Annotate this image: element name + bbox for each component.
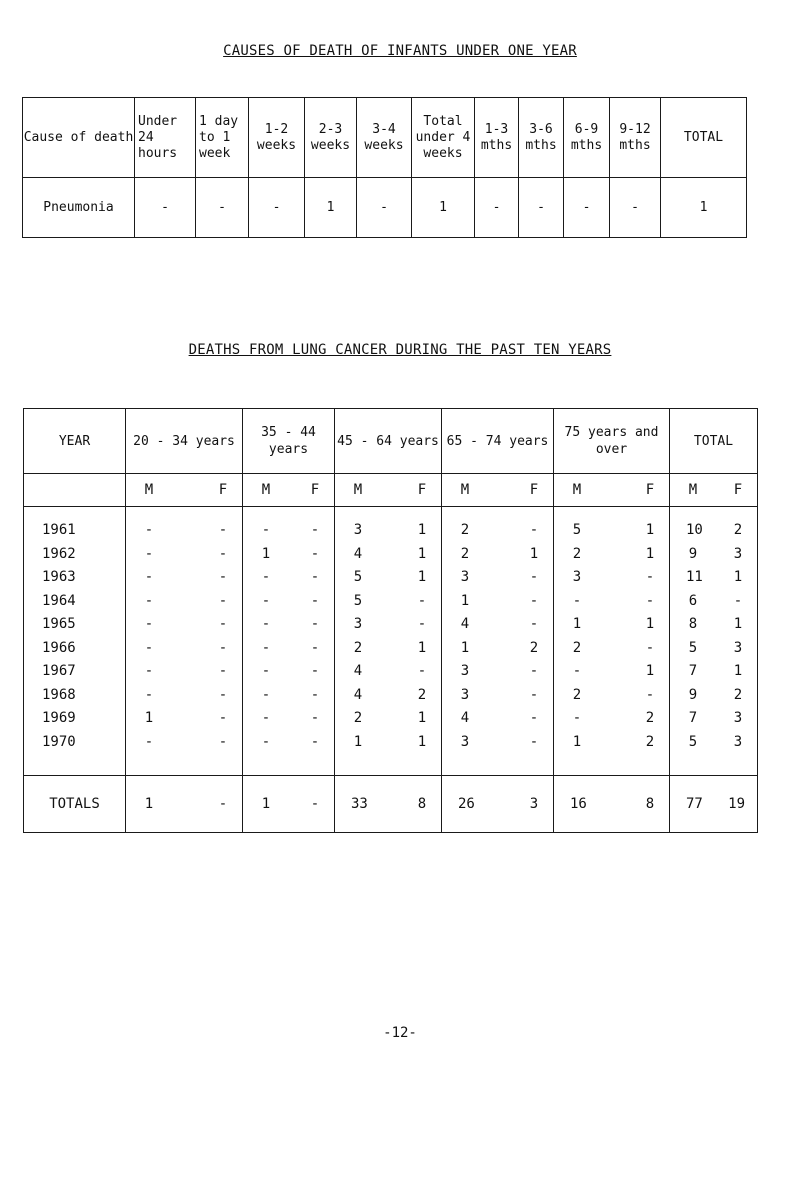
- male-count: 3: [460, 686, 470, 703]
- female-count: 1: [645, 522, 655, 538]
- year-label: 1961: [42, 522, 76, 538]
- female-count: -: [310, 545, 320, 562]
- totals-label: TOTALS: [24, 776, 126, 833]
- female-count: 1: [645, 616, 655, 632]
- table-cell: 1: [305, 178, 357, 238]
- f-label: F: [645, 482, 655, 498]
- table-cell: 1: [661, 178, 747, 238]
- table-row: [670, 707, 757, 731]
- female-count: -: [417, 616, 427, 632]
- header-2-3-weeks: 2-3 weeks: [305, 98, 357, 178]
- female-count: -: [218, 545, 228, 562]
- total-f: 19: [728, 796, 745, 812]
- sex-header: [554, 474, 670, 507]
- male-count: 1: [261, 545, 271, 562]
- infant-deaths-table: [22, 97, 747, 238]
- header-total: TOTAL: [661, 98, 747, 178]
- age-group-column: [243, 507, 335, 776]
- total-f: 3: [529, 796, 539, 812]
- female-count: -: [218, 710, 228, 726]
- table-row: [442, 731, 553, 755]
- totals-cell: [442, 776, 554, 833]
- total-header: TOTAL: [670, 409, 758, 474]
- female-count: 1: [733, 569, 743, 585]
- male-count: 5: [353, 592, 363, 609]
- table-row: [554, 519, 669, 543]
- male-count: 2: [460, 522, 470, 538]
- female-count: -: [529, 592, 539, 609]
- header-6-9-mths: 6-9 mths: [564, 98, 610, 178]
- male-count: 5: [572, 522, 582, 538]
- female-count: -: [218, 522, 228, 538]
- male-count: -: [144, 569, 154, 585]
- male-count: 4: [460, 616, 470, 632]
- m-label: M: [572, 482, 582, 498]
- year-label: 1964: [42, 592, 76, 609]
- m-label: M: [261, 482, 271, 498]
- sex-header: [335, 474, 442, 507]
- male-count: 2: [353, 710, 363, 726]
- table-row: [243, 707, 334, 731]
- female-count: 2: [733, 686, 743, 703]
- male-count: 4: [353, 686, 363, 703]
- header-1-day-to-1-week: 1 day to 1 week: [196, 98, 249, 178]
- male-count: 3: [460, 663, 470, 679]
- table-row: [554, 660, 669, 684]
- sex-header: [243, 474, 335, 507]
- table-row: [670, 731, 757, 755]
- female-count: -: [529, 686, 539, 703]
- table-row: [243, 590, 334, 614]
- total-m: 16: [570, 796, 587, 812]
- table-row: [442, 684, 553, 708]
- table-row: [126, 637, 242, 661]
- table-row: [670, 566, 757, 590]
- age-group-column: [335, 507, 442, 776]
- female-count: -: [310, 616, 320, 632]
- sex-header: [442, 474, 554, 507]
- female-count: 1: [417, 710, 427, 726]
- table-row: [335, 519, 441, 543]
- year-label: 1963: [42, 569, 76, 585]
- male-count: -: [144, 522, 154, 538]
- female-count: 1: [417, 522, 427, 538]
- table-cell: -: [249, 178, 305, 238]
- female-count: -: [218, 639, 228, 656]
- female-count: -: [417, 663, 427, 679]
- male-count: -: [144, 733, 154, 750]
- year-label: 1966: [42, 639, 76, 656]
- header-under-24-hours: Under 24 hours: [135, 98, 196, 178]
- table-row: [126, 566, 242, 590]
- male-count: -: [572, 663, 582, 679]
- female-count: -: [645, 569, 655, 585]
- header-9-12-mths: 9-12 mths: [610, 98, 661, 178]
- age-group-column: [442, 507, 554, 776]
- female-count: -: [310, 592, 320, 609]
- table-row: [126, 731, 242, 755]
- table-row: [670, 684, 757, 708]
- header-1-2-weeks: 1-2 weeks: [249, 98, 305, 178]
- m-label: M: [688, 482, 698, 498]
- sex-header-row: [24, 474, 758, 507]
- male-count: 4: [353, 663, 363, 679]
- table-row: [442, 637, 553, 661]
- male-count: 3: [460, 733, 470, 750]
- male-count: 5: [688, 639, 698, 656]
- page-number: -12-: [383, 1025, 417, 1041]
- table-row: [442, 590, 553, 614]
- age-group-header: 35 - 44 years: [243, 409, 335, 474]
- lung-cancer-table: [23, 408, 758, 833]
- table-row: [442, 613, 553, 637]
- totals-cell: [243, 776, 335, 833]
- female-count: 2: [733, 522, 743, 538]
- f-label: F: [529, 482, 539, 498]
- male-count: 1: [353, 733, 363, 750]
- age-group-header: 65 - 74 years: [442, 409, 554, 474]
- table-cell: -: [519, 178, 564, 238]
- year-column: [24, 507, 126, 776]
- year-label: 1962: [42, 545, 76, 562]
- m-label: M: [144, 482, 154, 498]
- table-row: [554, 543, 669, 567]
- female-count: -: [218, 592, 228, 609]
- totals-row: [24, 776, 758, 833]
- female-count: -: [218, 733, 228, 750]
- female-count: 3: [733, 639, 743, 656]
- female-count: -: [310, 686, 320, 703]
- female-count: 2: [645, 710, 655, 726]
- male-count: 3: [353, 616, 363, 632]
- male-count: 1: [460, 639, 470, 656]
- female-count: -: [218, 616, 228, 632]
- female-count: 1: [529, 545, 539, 562]
- male-count: 1: [144, 710, 154, 726]
- female-count: -: [310, 522, 320, 538]
- table-row: [243, 566, 334, 590]
- female-count: 1: [417, 639, 427, 656]
- table-row: [335, 613, 441, 637]
- total-m: 1: [261, 796, 271, 812]
- age-group-header: 45 - 64 years: [335, 409, 442, 474]
- total-m: 77: [686, 796, 703, 812]
- total-m: 1: [144, 796, 154, 812]
- table-row: [243, 684, 334, 708]
- total-m: 33: [351, 796, 368, 812]
- male-count: -: [572, 710, 582, 726]
- female-count: -: [645, 686, 655, 703]
- age-group-column: [554, 507, 670, 776]
- header-3-6-mths: 3-6 mths: [519, 98, 564, 178]
- table-cell: -: [475, 178, 519, 238]
- female-count: 2: [645, 733, 655, 750]
- female-count: 1: [417, 545, 427, 562]
- female-count: 1: [645, 663, 655, 679]
- female-count: -: [310, 663, 320, 679]
- totals-cell: [335, 776, 442, 833]
- total-m: 26: [458, 796, 475, 812]
- female-count: 1: [417, 733, 427, 750]
- female-count: -: [218, 663, 228, 679]
- female-count: 2: [529, 639, 539, 656]
- table-row: [126, 543, 242, 567]
- male-count: -: [261, 710, 271, 726]
- total-f: -: [310, 796, 320, 812]
- table-row: [126, 519, 242, 543]
- female-count: -: [310, 639, 320, 656]
- male-count: -: [261, 569, 271, 585]
- female-count: -: [529, 663, 539, 679]
- table-row: [442, 660, 553, 684]
- total-column: [670, 507, 758, 776]
- female-count: -: [218, 686, 228, 703]
- table-row: [23, 178, 747, 238]
- male-count: 6: [688, 592, 698, 609]
- table-row: [335, 637, 441, 661]
- f-label: F: [218, 482, 228, 498]
- female-count: -: [529, 733, 539, 750]
- female-count: -: [529, 616, 539, 632]
- female-count: -: [529, 710, 539, 726]
- male-count: 2: [572, 686, 582, 703]
- male-count: -: [144, 686, 154, 703]
- f-label: F: [733, 482, 743, 498]
- header-cause: Cause of death: [23, 98, 135, 178]
- table-row: [243, 731, 334, 755]
- male-count: 7: [688, 710, 698, 726]
- table-row: [335, 590, 441, 614]
- female-count: 3: [733, 710, 743, 726]
- table-row: [335, 684, 441, 708]
- table-cell: -: [135, 178, 196, 238]
- male-count: 9: [688, 545, 698, 562]
- male-count: -: [261, 686, 271, 703]
- age-group-header-row: [24, 409, 758, 474]
- f-label: F: [417, 482, 427, 498]
- header-3-4-weeks: 3-4 weeks: [357, 98, 412, 178]
- female-count: -: [529, 522, 539, 538]
- table-row: [243, 660, 334, 684]
- table-row: [670, 613, 757, 637]
- page-title: CAUSES OF DEATH OF INFANTS UNDER ONE YEAR: [223, 43, 577, 59]
- male-count: 5: [353, 569, 363, 585]
- year-subheader-cell: [24, 474, 126, 507]
- male-count: -: [144, 663, 154, 679]
- male-count: -: [261, 616, 271, 632]
- table-cell: -: [196, 178, 249, 238]
- female-count: -: [645, 592, 655, 609]
- female-count: 1: [733, 616, 743, 632]
- male-count: -: [261, 522, 271, 538]
- sex-header: [126, 474, 243, 507]
- table-row: [670, 660, 757, 684]
- table-row: [126, 684, 242, 708]
- year-label: 1965: [42, 616, 76, 632]
- yearly-data-row: [24, 507, 758, 776]
- female-count: 1: [645, 545, 655, 562]
- table-row: [126, 590, 242, 614]
- female-count: -: [218, 569, 228, 585]
- age-group-column: [126, 507, 243, 776]
- male-count: 2: [572, 639, 582, 656]
- male-count: 7: [688, 663, 698, 679]
- female-count: 2: [417, 686, 427, 703]
- male-count: 2: [460, 545, 470, 562]
- male-count: -: [261, 663, 271, 679]
- table-row: [554, 637, 669, 661]
- male-count: -: [144, 616, 154, 632]
- sex-header: [670, 474, 758, 507]
- m-label: M: [353, 482, 363, 498]
- table-row: [243, 519, 334, 543]
- male-count: 1: [572, 616, 582, 632]
- year-label: 1970: [42, 733, 76, 750]
- table-row: [335, 731, 441, 755]
- table-row: [126, 707, 242, 731]
- table-row: [554, 613, 669, 637]
- table-row: [554, 590, 669, 614]
- male-count: -: [144, 639, 154, 656]
- table-row: [554, 707, 669, 731]
- male-count: 3: [353, 522, 363, 538]
- female-count: 1: [733, 663, 743, 679]
- lung-table-title: DEATHS FROM LUNG CANCER DURING THE PAST TEN YEARS: [188, 342, 612, 358]
- female-count: 3: [733, 545, 743, 562]
- table-cell: -: [564, 178, 610, 238]
- table-cell: -: [610, 178, 661, 238]
- male-count: 10: [686, 522, 703, 538]
- table-row: [126, 613, 242, 637]
- male-count: 3: [572, 569, 582, 585]
- age-group-header: 75 years and over: [554, 409, 670, 474]
- totals-cell: [670, 776, 758, 833]
- table-row: [442, 519, 553, 543]
- table-row: [670, 543, 757, 567]
- male-count: 4: [460, 710, 470, 726]
- total-f: 8: [417, 796, 427, 812]
- header-total-under-4-weeks: Total under 4 weeks: [412, 98, 475, 178]
- table-row: [670, 590, 757, 614]
- table-row: [554, 566, 669, 590]
- male-count: -: [572, 592, 582, 609]
- female-count: -: [310, 710, 320, 726]
- year-label: 1967: [42, 663, 76, 679]
- female-count: -: [645, 639, 655, 656]
- table-row: [554, 731, 669, 755]
- table-row: [670, 519, 757, 543]
- table-row: [335, 707, 441, 731]
- male-count: 9: [688, 686, 698, 703]
- male-count: -: [261, 639, 271, 656]
- year-label: 1969: [42, 710, 76, 726]
- age-group-header: 20 - 34 years: [126, 409, 243, 474]
- female-count: -: [529, 569, 539, 585]
- table-row: [335, 660, 441, 684]
- table-row: [243, 543, 334, 567]
- male-count: 4: [353, 545, 363, 562]
- female-count: -: [733, 592, 743, 609]
- female-count: -: [310, 569, 320, 585]
- male-count: -: [144, 592, 154, 609]
- table-row: [126, 660, 242, 684]
- male-count: 1: [460, 592, 470, 609]
- male-count: 1: [572, 733, 582, 750]
- male-count: -: [261, 733, 271, 750]
- year-label: 1968: [42, 686, 76, 703]
- female-count: 1: [417, 569, 427, 585]
- header-1-3-mths: 1-3 mths: [475, 98, 519, 178]
- female-count: -: [310, 733, 320, 750]
- table-row: [335, 543, 441, 567]
- female-count: 3: [733, 733, 743, 750]
- year-header: YEAR: [24, 409, 126, 474]
- male-count: 11: [686, 569, 703, 585]
- male-count: 2: [572, 545, 582, 562]
- m-label: M: [460, 482, 470, 498]
- totals-cell: [126, 776, 243, 833]
- table-row: [670, 637, 757, 661]
- totals-cell: [554, 776, 670, 833]
- male-count: 5: [688, 733, 698, 750]
- female-count: -: [417, 592, 427, 609]
- table-row: [442, 707, 553, 731]
- table-row: [335, 566, 441, 590]
- table-row: [442, 543, 553, 567]
- table-cell: -: [357, 178, 412, 238]
- table-row: [554, 684, 669, 708]
- male-count: 3: [460, 569, 470, 585]
- f-label: F: [310, 482, 320, 498]
- table-row: [243, 613, 334, 637]
- male-count: -: [144, 545, 154, 562]
- total-f: -: [218, 796, 228, 812]
- table-cell: 1: [412, 178, 475, 238]
- infant-header-row: [23, 98, 747, 178]
- male-count: -: [261, 592, 271, 609]
- table-row: [243, 637, 334, 661]
- table-row: [442, 566, 553, 590]
- total-f: 8: [645, 796, 655, 812]
- male-count: 8: [688, 616, 698, 632]
- male-count: 2: [353, 639, 363, 656]
- cause-cell: Pneumonia: [23, 178, 135, 238]
